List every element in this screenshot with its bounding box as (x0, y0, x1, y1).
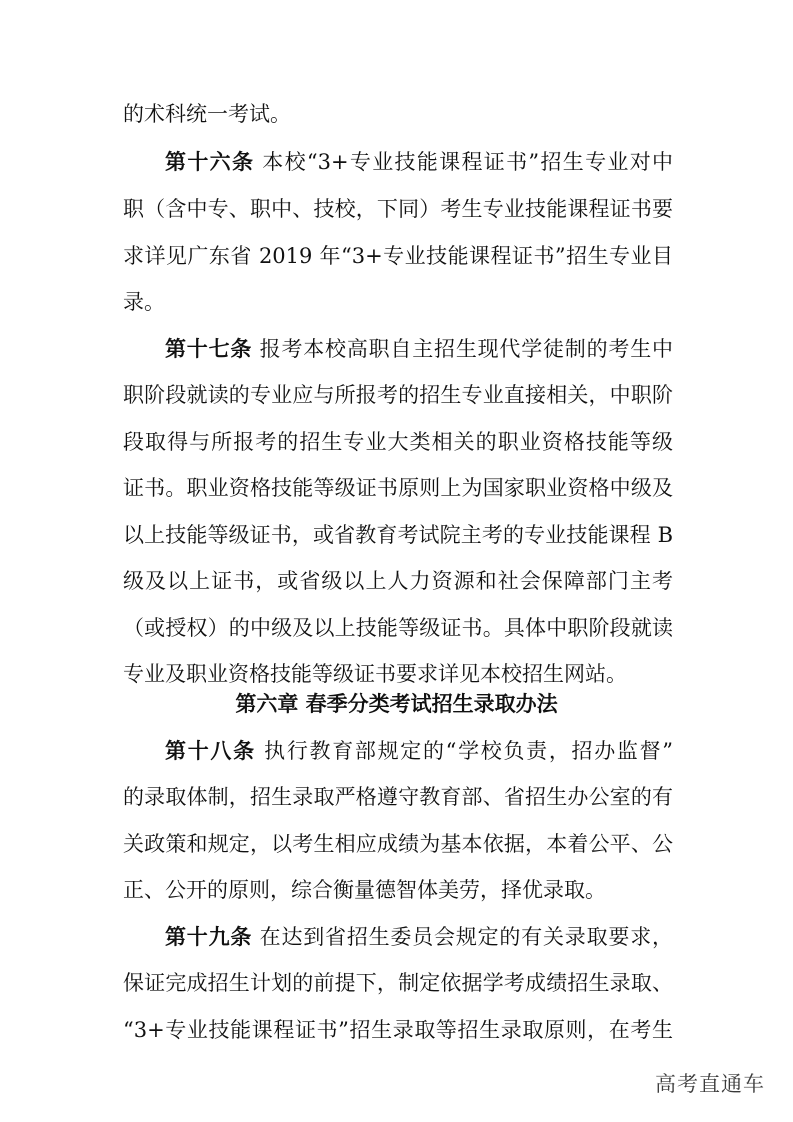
article-19-line: 第十九条 在达到省招生委员会规定的有关录取要求， (165, 925, 673, 949)
text-line: 证书。职业资格技能等级证书原则上为国家职业资格中级及 (123, 476, 673, 500)
text-line: 关政策和规定，以考生相应成绩为基本依据，本着公平、公 (123, 832, 673, 856)
watermark: 高考直通车 (655, 1072, 765, 1096)
text-line: “3+专业技能课程证书”招生录取等招生录取原则，在考生 (123, 1018, 673, 1042)
article-label: 第十六条 (165, 150, 255, 174)
text-line: 录。 (123, 290, 165, 314)
text-line: 以上技能等级证书，或省教育考试院主考的专业技能课程 B (123, 523, 673, 547)
text-line: 级及以上证书，或省级以上人力资源和社会保障部门主考 (123, 569, 673, 593)
text-line: （或授权）的中级及以上技能等级证书。具体中职阶段就读 (123, 616, 673, 640)
text-line: 职阶段就读的专业应与所报考的招生专业直接相关，中职阶 (123, 383, 673, 407)
article-16-line: 第十六条 本校“3+专业技能课程证书”招生专业对中 (165, 150, 674, 174)
text-line: 段取得与所报考的招生专业大类相关的职业资格技能等级 (123, 430, 673, 454)
text-line: 的录取体制，招生录取严格遵守教育部、省招生办公室的有 (123, 785, 673, 809)
article-label: 第十七条 (165, 337, 253, 361)
text-line: 职（含中专、职中、技校，下同）考生专业技能课程证书要 (123, 197, 673, 221)
text-line: 保证完成招生计划的前提下，制定依据学考成绩招生录取、 (123, 971, 673, 995)
article-label: 第十九条 (165, 925, 253, 949)
text-line: 正、公开的原则，综合衡量德智体美劳，择优录取。 (123, 878, 606, 902)
text-line: 的术科统一考试。 (123, 102, 291, 126)
chapter-heading: 第六章 春季分类考试招生录取办法 (235, 692, 558, 716)
article-label: 第十八条 (165, 739, 256, 763)
text-line: 专业及职业资格技能等级证书要求详见本校招生网站。 (123, 662, 627, 686)
article-18-line: 第十八条 执行教育部规定的“学校负责，招办监督” (165, 739, 673, 763)
text-line: 求详见广东省 2019 年“3+专业技能课程证书”招生专业目 (123, 244, 673, 268)
article-17-line: 第十七条 报考本校高职自主招生现代学徒制的考生中 (165, 337, 673, 361)
